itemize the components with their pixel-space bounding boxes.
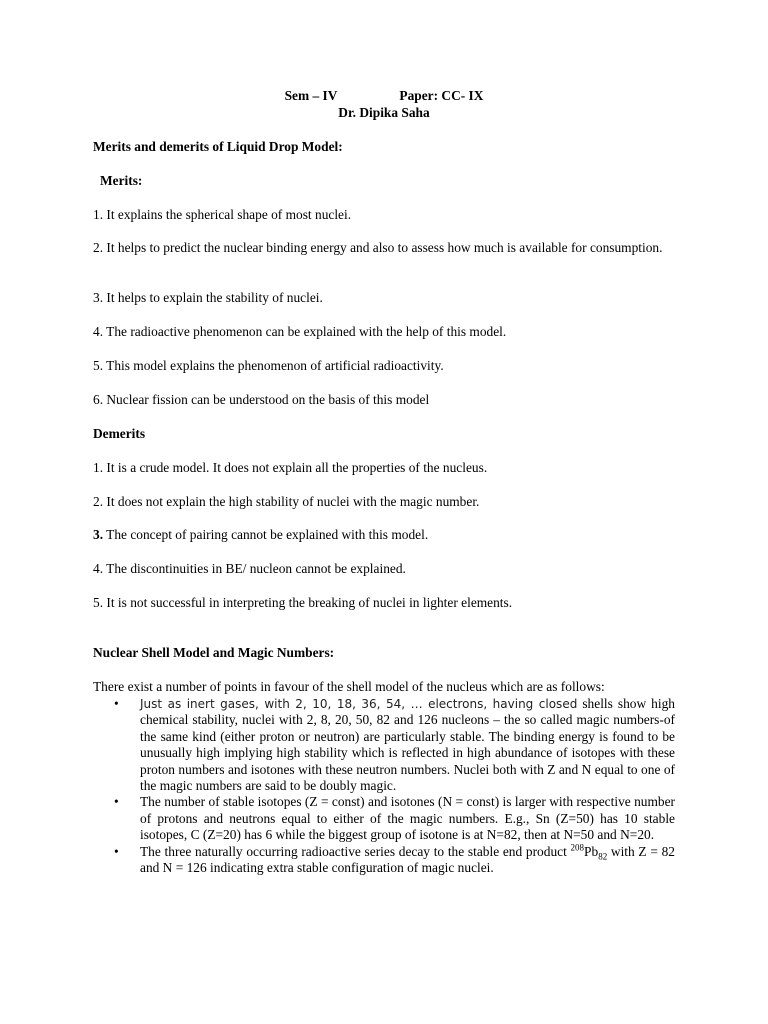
demerit-text: The concept of pairing cannot be explained with this model. [106, 527, 429, 542]
bullet-text: with Z = 82 and N = 126 indicating extra stable configuration of magic nuclei. [140, 843, 675, 876]
semester-label: Sem – IV [284, 88, 338, 103]
demerit-item: 4. The discontinuities in BE/ nucleon cannot be explained. [93, 561, 406, 576]
bullet-glyph: • [114, 794, 119, 810]
merit-item: 3. It helps to explain the stability of nuclei. [93, 290, 323, 305]
list-item [93, 696, 675, 794]
demerit-item [93, 527, 675, 543]
shell-model-intro: There exist a number of points in favour of the shell model of the nucleus which are as follows: [93, 679, 605, 694]
demerit-item: 5. It is not successful in interpreting the breaking of nuclei in lighter elements. [93, 595, 513, 610]
section-title-liquid-drop: Merits and demerits of Liquid Drop Model: [93, 139, 343, 154]
merit-item: 1. It explains the spherical shape of most nuclei. [93, 207, 352, 222]
shell-model-points [93, 696, 675, 876]
merit-item: 4. The radioactive phenomenon can be explained with the help of this model. [93, 324, 507, 339]
atomic-number: 82 [598, 851, 608, 862]
demerit-number: 3. [93, 527, 104, 542]
author-name: Dr. Dipika Saha [338, 105, 430, 120]
merit-item: 5. This model explains the phenomenon of artificial radioactivity. [93, 358, 444, 373]
bullet-text: shells show high chemical stability, nuclei with 2, 8, 20, 50, 82 and 126 nucleons – the so called magic numbers-of the same kind (either proton or neutron) are particularly stable. The binding energy is found to be unusually high implying high stability which is reflected in high abundance of isotopes with these proton numbers and isotones with these neutron numbers. Nuclei both with Z and N equal to one of the magic numbers are said to be doubly magic. [140, 696, 675, 794]
element-symbol: Pb [584, 843, 599, 859]
course-header [93, 88, 675, 104]
paper-label: Paper: CC- IX [399, 88, 484, 103]
list-item [93, 794, 675, 843]
merit-item: 2. It helps to predict the nuclear binding energy and also to assess how much is available for consumption. [93, 240, 663, 255]
demerit-item: 2. It does not explain the high stability of nuclei with the magic number. [93, 494, 480, 509]
demerit-item: 1. It is a crude model. It does not explain all the properties of the nucleus. [93, 460, 488, 475]
merit-item: 6. Nuclear fission can be understood on the basis of this model [93, 392, 430, 407]
bullet-glyph: • [114, 696, 119, 711]
list-item [93, 844, 675, 877]
mass-number: 208 [570, 842, 585, 853]
merits-heading: Merits: [100, 173, 143, 188]
bullet-glyph: • [114, 843, 119, 859]
bullet-text: The three naturally occurring radioactive series decay to the stable end product [140, 843, 571, 859]
demerits-heading: Demerits [93, 426, 146, 441]
bullet-text-lead: Just as inert gases, with 2, 10, 18, 36, 54, … electrons, having closed [140, 697, 578, 711]
bullet-text: The number of stable isotopes (Z = const) and isotones (N = const) is larger with respective number of protons and neutrons equal to either of the magic numbers. E.g., Sn (Z=50) has 10 stable isotopes, C (Z=20) has 6 while the biggest group of isotone is at N=82, then at N=50 and N=20. [140, 794, 675, 843]
section-title-shell-model: Nuclear Shell Model and Magic Numbers: [93, 645, 335, 660]
